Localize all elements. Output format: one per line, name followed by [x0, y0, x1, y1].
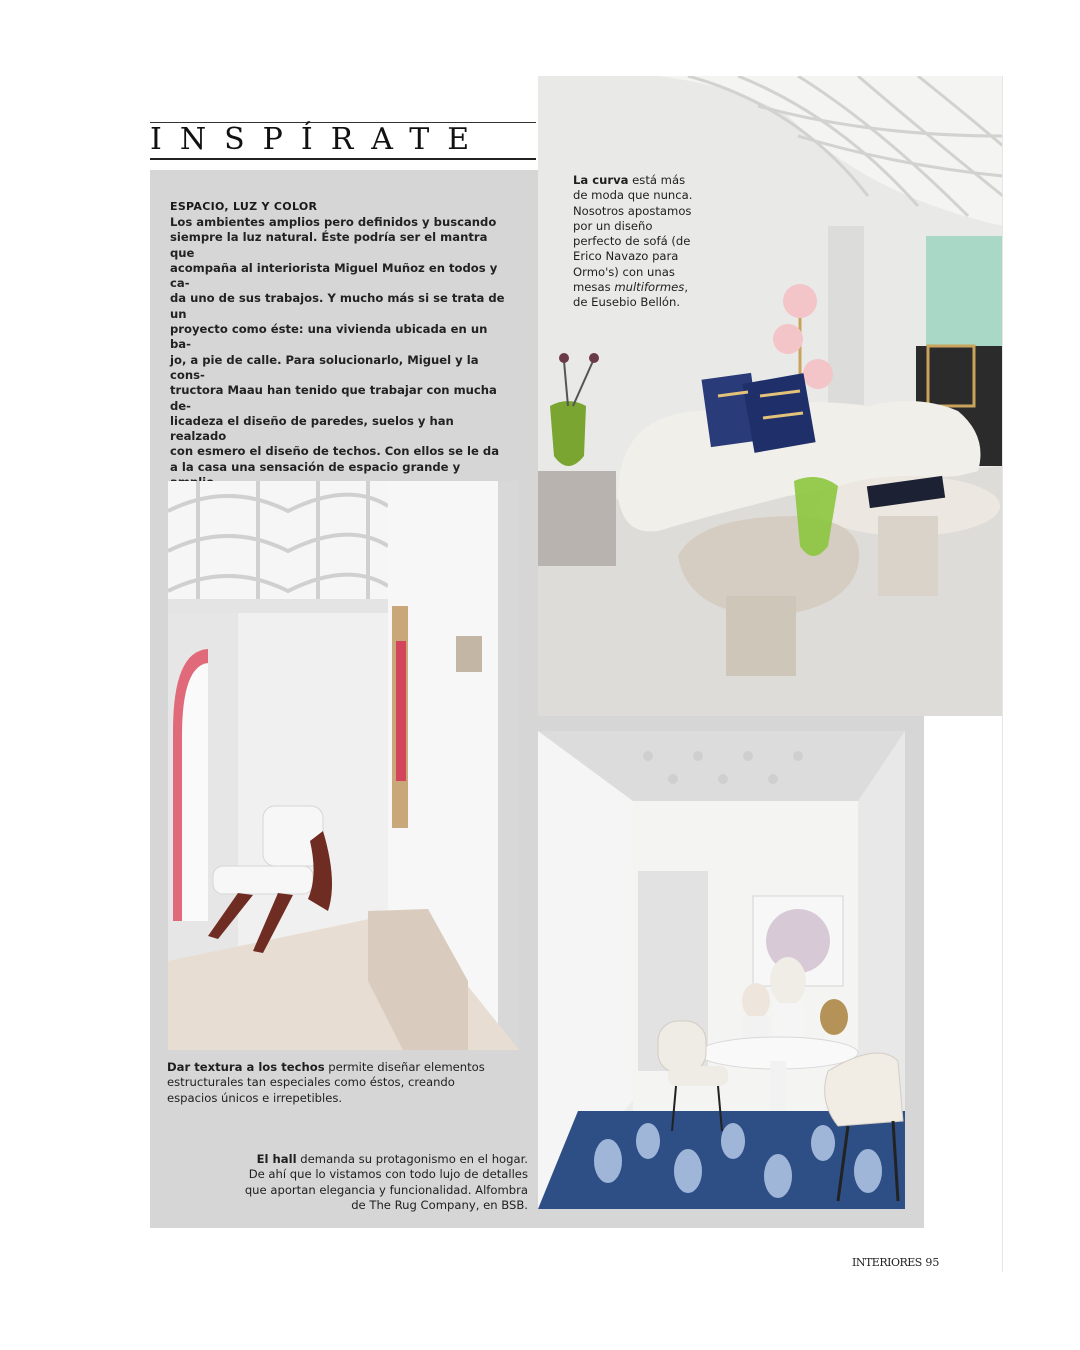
page-edge-line — [1002, 76, 1003, 1272]
caption-curve-tail: , de Eusebio Bellón. — [573, 280, 689, 310]
page-folio — [852, 1256, 939, 1269]
photo-hall — [538, 731, 905, 1209]
caption-curve-lead: La curva — [573, 173, 629, 187]
caption-hall-lead: El hall — [256, 1152, 297, 1166]
caption-curve-italic: multiformes — [614, 280, 685, 295]
page-number: 95 — [925, 1256, 940, 1269]
caption-ceiling-lead: Dar textura a los techos — [167, 1060, 325, 1074]
photo-curved-sofa — [538, 76, 1003, 716]
caption-curve — [573, 173, 743, 311]
caption-hall — [212, 1152, 528, 1213]
section-title: INSPÍRATE — [150, 122, 488, 157]
photo-textured-ceiling — [168, 481, 519, 1050]
caption-ceiling — [167, 1060, 507, 1106]
intro-body: Los ambientes amplios pero definidos y buscando siempre la luz natural. Éste podría ser el mantra que acompaña al interiorista Miguel Muñoz en todos y ca- da uno de sus trabajos. Y mucho más si se trata de un proyecto como éste: una vivienda ubicada en un ba- jo, a pie de calle. Para solucionarlo, Miguel y la cons- tructora Maau han tenido que trabajar con mucha de- licadeza el diseño de paredes, suelos y han realzado con esmero el diseño de techos. Con ellos se le da a la casa una sensación de espacio grande y — [170, 215, 505, 474]
caption-curve-text: está más de moda que nunca. Nosotros apostamos por un diseño perfecto de sofá (de Erico Navazo para Ormo's) con unas mesas — [573, 173, 693, 295]
caption-hall-text: demanda su protagonismo en el hogar. De ahí que lo vistamos con todo lujo de detalles que aportan elegancia y funcionalidad. Alfombra de The Rug Company, en BSB. — [244, 1152, 528, 1212]
header-rule-bottom — [150, 158, 536, 160]
intro-heading: ESPACIO, LUZ Y COLOR — [170, 200, 318, 213]
magazine-name: INTERIORES — [852, 1256, 922, 1269]
caption-ceiling-text: permite diseñar elementos estructurales tan especiales como éstos, creando espacios únicos e irrepetibles. — [167, 1060, 485, 1105]
